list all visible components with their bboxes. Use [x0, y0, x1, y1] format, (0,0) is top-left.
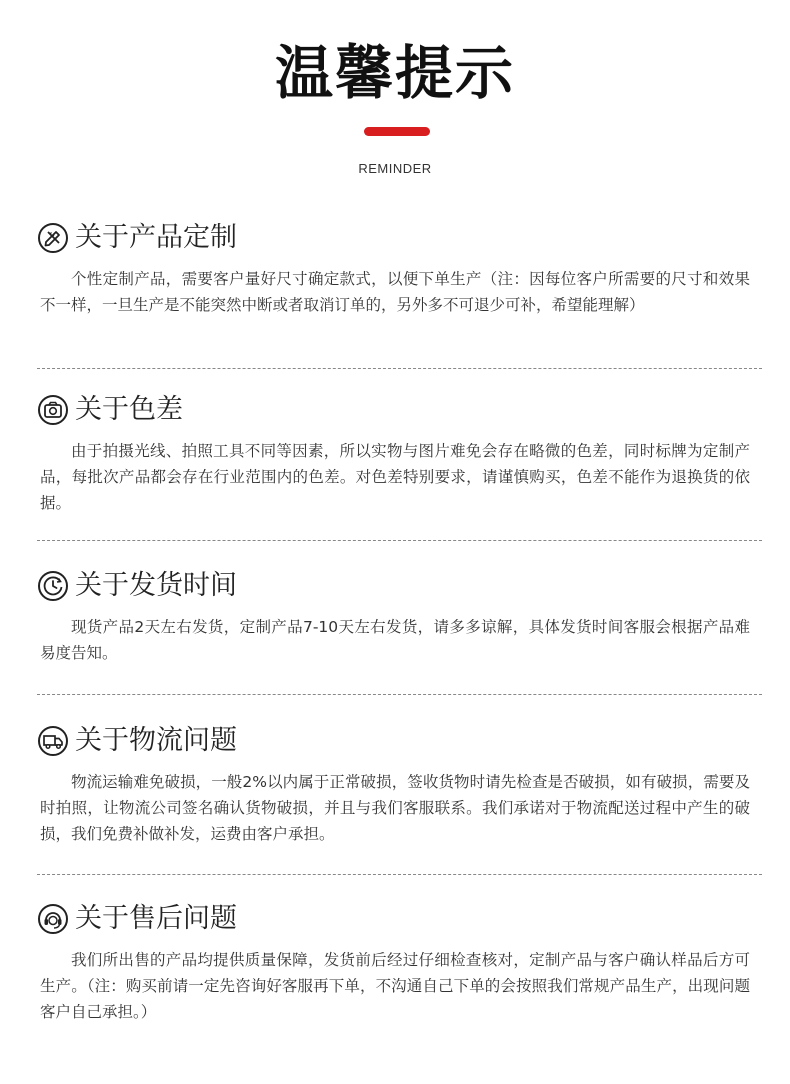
section-body: 物流运输难免破损，一般2%以内属于正常破损，签收货物时请先检查是否破损，如有破损，需要及时拍照，让物流公司签名确认货物破损，并且与我们客服联系。我们承诺对于物流配送过程中产生的破损，我们免费补做补发，运费由客户承担。 — [40, 773, 750, 843]
section-body: 我们所出售的产品均提供质量保障，发货前后经过仔细检查核对，定制产品与客户确认样品后方可生产。（注：购买前请一定先咨询好客服再下单，不沟通自己下单的会按照我们常规产品生产，出现问题客户自己承担。） — [40, 951, 750, 1021]
camera-icon — [37, 394, 69, 426]
section-title: 关于产品定制 — [75, 222, 237, 253]
section-divider — [37, 874, 762, 875]
section-divider — [37, 540, 762, 541]
section-header — [37, 568, 237, 604]
pencil-ruler-icon — [37, 222, 69, 254]
clock-icon — [37, 570, 69, 602]
page-subtitle: REMINDER — [358, 161, 432, 176]
page-title: 温馨提示 — [274, 39, 515, 107]
section-header — [37, 392, 183, 428]
headset-icon — [37, 903, 69, 935]
section-header — [37, 723, 237, 759]
section-title: 关于售后问题 — [75, 903, 237, 934]
section-header — [37, 901, 237, 937]
section-title: 关于物流问题 — [75, 725, 237, 756]
section-body: 个性定制产品，需要客户量好尺寸确定款式，以便下单生产（注：因每位客户所需要的尺寸和效果不一样，一旦生产是不能突然中断或者取消订单的，另外多不可退少可补，希望能理解） — [40, 270, 750, 314]
section-body: 由于拍摄光线、拍照工具不同等因素，所以实物与图片难免会存在略微的色差，同时标牌为定制产品，每批次产品都会存在行业范围内的色差。对色差特别要求，请谨慎购买，色差不能作为退换货的依据。 — [40, 442, 750, 512]
section-divider — [37, 368, 762, 369]
section-body: 现货产品2天左右发货，定制产品7-10天左右发货，请多多谅解，具体发货时间客服会根据产品难易度告知。 — [40, 618, 750, 662]
section-title: 关于色差 — [75, 394, 183, 425]
truck-icon — [37, 725, 69, 757]
section-header — [37, 220, 237, 256]
title-accent-bar — [364, 127, 430, 136]
section-title: 关于发货时间 — [75, 570, 237, 601]
section-divider — [37, 694, 762, 695]
